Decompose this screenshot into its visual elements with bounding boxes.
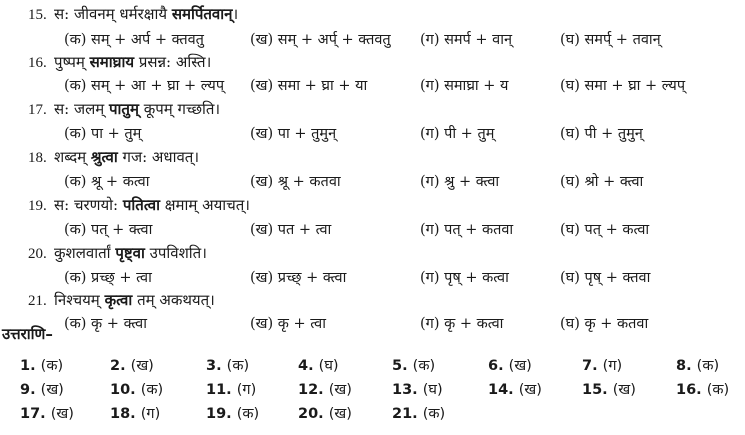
option-kha: (ख) सम् + अर्प् + क्तवतु: [250, 32, 391, 48]
answer-item: [206, 356, 249, 376]
answer-item: [20, 380, 64, 400]
question-number: 15.: [28, 7, 47, 23]
answer-item: [676, 356, 719, 376]
answer-choice: (ख): [328, 406, 352, 422]
answer-number: 1.: [20, 358, 41, 374]
option-gha: (घ) समा + घ्रा + ल्यप्: [560, 78, 686, 94]
answer-item: [488, 380, 542, 400]
question-text-end: उपविशति।: [144, 244, 207, 262]
question-number: 17.: [28, 102, 47, 118]
answer-number: 13.: [392, 382, 423, 398]
answer-choice: (क): [226, 358, 250, 374]
answer-number: 17.: [20, 406, 51, 422]
question-text: स: जीवनम् धर्मरक्षायै: [54, 5, 172, 23]
answer-choice: (ग): [236, 382, 257, 398]
answer-choice: (घ): [422, 382, 443, 398]
answer-item: [488, 356, 532, 376]
question-highlight: पातुम्: [109, 100, 139, 118]
option-gha: (घ) समर्प् + तवान्: [560, 32, 661, 48]
answer-number: 4.: [298, 358, 319, 374]
answer-choice: (ग): [602, 358, 623, 374]
option-ga: (ग) पत् + कतवा: [420, 222, 514, 238]
question-text-end: क्षमाम् अयाचत्।: [160, 196, 250, 214]
question-number: 21.: [28, 293, 47, 309]
question-text: शब्दम्: [54, 148, 91, 166]
option-ga: (ग) कृ + कत्वा: [420, 316, 504, 332]
answer-choice: (ख): [612, 382, 636, 398]
option-kha: (ख) कृ + त्वा: [250, 316, 326, 332]
answer-choice: (क): [696, 358, 720, 374]
answer-item: [110, 356, 154, 376]
option-ka: (क) सम् + आ + घ्रा + ल्यप्: [64, 78, 225, 94]
answer-item: [392, 356, 435, 376]
answer-choice: (ग): [140, 406, 161, 422]
option-gha: (घ) पी + तुमुन्: [560, 126, 643, 142]
answer-choice: (ख): [50, 406, 74, 422]
option-kha: (ख) समा + घ्रा + या: [250, 78, 368, 94]
option-gha: (घ) पृष् + क्तवा: [560, 270, 651, 286]
answer-number: 10.: [110, 382, 141, 398]
answer-choice: (क): [40, 358, 64, 374]
answer-number: 6.: [488, 358, 509, 374]
question-highlight: पतित्वा: [122, 196, 161, 214]
question-18: [28, 147, 199, 168]
question-text-end: तम् अकथयत्।: [132, 291, 215, 309]
question-number: 18.: [28, 150, 47, 166]
question-highlight: पृष्ट्वा: [115, 244, 145, 262]
answer-choice: (ख): [40, 382, 64, 398]
answer-choice: (क): [140, 382, 164, 398]
option-ga: (ग) समर्प + वान्: [420, 32, 513, 48]
option-ga: (ग) समाघ्रा + य: [420, 78, 509, 94]
answer-item: [206, 380, 256, 400]
question-17: [28, 99, 220, 120]
option-ka: (क) कृ + क्त्वा: [64, 316, 147, 332]
answer-choice: (ख): [328, 382, 352, 398]
question-16: [28, 52, 211, 73]
question-text-end: गज: अधावत्।: [117, 148, 200, 166]
answer-choice: (ख): [130, 358, 154, 374]
option-ka: (क) श्रू + कत्वा: [64, 174, 150, 190]
option-ga: (ग) पी + तुम्: [420, 126, 495, 142]
question-text: कुशलवार्तां: [54, 244, 116, 262]
option-kha: (ख) पा + तुमुन्: [250, 126, 337, 142]
question-text: स: चरणयो:: [54, 196, 123, 214]
option-kha: (ख) प्रच्छ् + क्त्वा: [250, 270, 347, 286]
question-number: 20.: [28, 246, 47, 262]
answer-number: 18.: [110, 406, 141, 422]
question-highlight: श्रुत्वा: [90, 148, 118, 166]
option-ka: (क) पा + तुम्: [64, 126, 142, 142]
answer-choice: (क): [422, 406, 446, 422]
option-gha: (घ) श्रो + क्त्वा: [560, 174, 644, 190]
answer-item: [676, 380, 729, 400]
answer-number: 8.: [676, 358, 697, 374]
answer-item: [20, 404, 74, 424]
answer-choice: (ख): [518, 382, 542, 398]
answer-item: [298, 380, 352, 400]
answer-number: 5.: [392, 358, 413, 374]
option-gha: (घ) पत् + कत्वा: [560, 222, 650, 238]
question-text-end: ।: [232, 5, 239, 23]
option-ka: (क) प्रच्छ् + त्वा: [64, 270, 152, 286]
answer-item: [298, 356, 339, 376]
answer-item: [582, 380, 636, 400]
question-highlight: समाघ्राय: [89, 53, 135, 71]
answer-number: 19.: [206, 406, 237, 422]
answer-number: 21.: [392, 406, 423, 422]
question-15: [28, 4, 238, 25]
answer-number: 15.: [582, 382, 613, 398]
answer-choice: (ख): [508, 358, 532, 374]
answer-number: 3.: [206, 358, 227, 374]
question-number: 16.: [28, 55, 47, 71]
answer-item: [206, 404, 259, 424]
option-ka: (क) सम् + अर्प + क्तवतु: [64, 32, 204, 48]
answers-heading: उत्तराणि–: [2, 325, 53, 343]
answer-choice: (क): [236, 406, 260, 422]
answer-choice: (क): [412, 358, 436, 374]
answer-number: 20.: [298, 406, 329, 422]
answer-item: [110, 380, 163, 400]
question-20: [28, 243, 207, 264]
option-kha: (ख) पत + त्वा: [250, 222, 332, 238]
option-kha: (ख) श्रू + कतवा: [250, 174, 341, 190]
answer-item: [110, 404, 160, 424]
option-ka: (क) पत् + क्त्वा: [64, 222, 153, 238]
question-21: [28, 290, 215, 311]
question-text: स: जलम्: [54, 100, 110, 118]
option-gha: (घ) कृ + कतवा: [560, 316, 649, 332]
answer-item: [582, 356, 622, 376]
answer-number: 2.: [110, 358, 131, 374]
question-text-end: कूपम् गच्छति।: [138, 100, 221, 118]
question-text: निश्चयम्: [54, 291, 105, 309]
question-highlight: कृत्वा: [104, 291, 133, 309]
question-text: पुष्पम्: [54, 53, 90, 71]
answer-item: [392, 380, 443, 400]
question-highlight: समर्पितवान्: [171, 5, 233, 23]
answer-item: [392, 404, 445, 424]
question-19: [28, 195, 250, 216]
answer-item: [20, 356, 63, 376]
answer-number: 14.: [488, 382, 519, 398]
answer-number: 7.: [582, 358, 603, 374]
answer-number: 12.: [298, 382, 329, 398]
answer-choice: (क): [706, 382, 730, 398]
option-ga: (ग) पृष् + कत्वा: [420, 270, 509, 286]
answer-number: 9.: [20, 382, 41, 398]
question-number: 19.: [28, 198, 47, 214]
answer-item: [298, 404, 352, 424]
answer-number: 11.: [206, 382, 237, 398]
question-text-end: प्रसन्न: अस्ति।: [134, 53, 212, 71]
answer-number: 16.: [676, 382, 707, 398]
answer-choice: (घ): [318, 358, 339, 374]
option-ga: (ग) श्रु + क्त्वा: [420, 174, 500, 190]
